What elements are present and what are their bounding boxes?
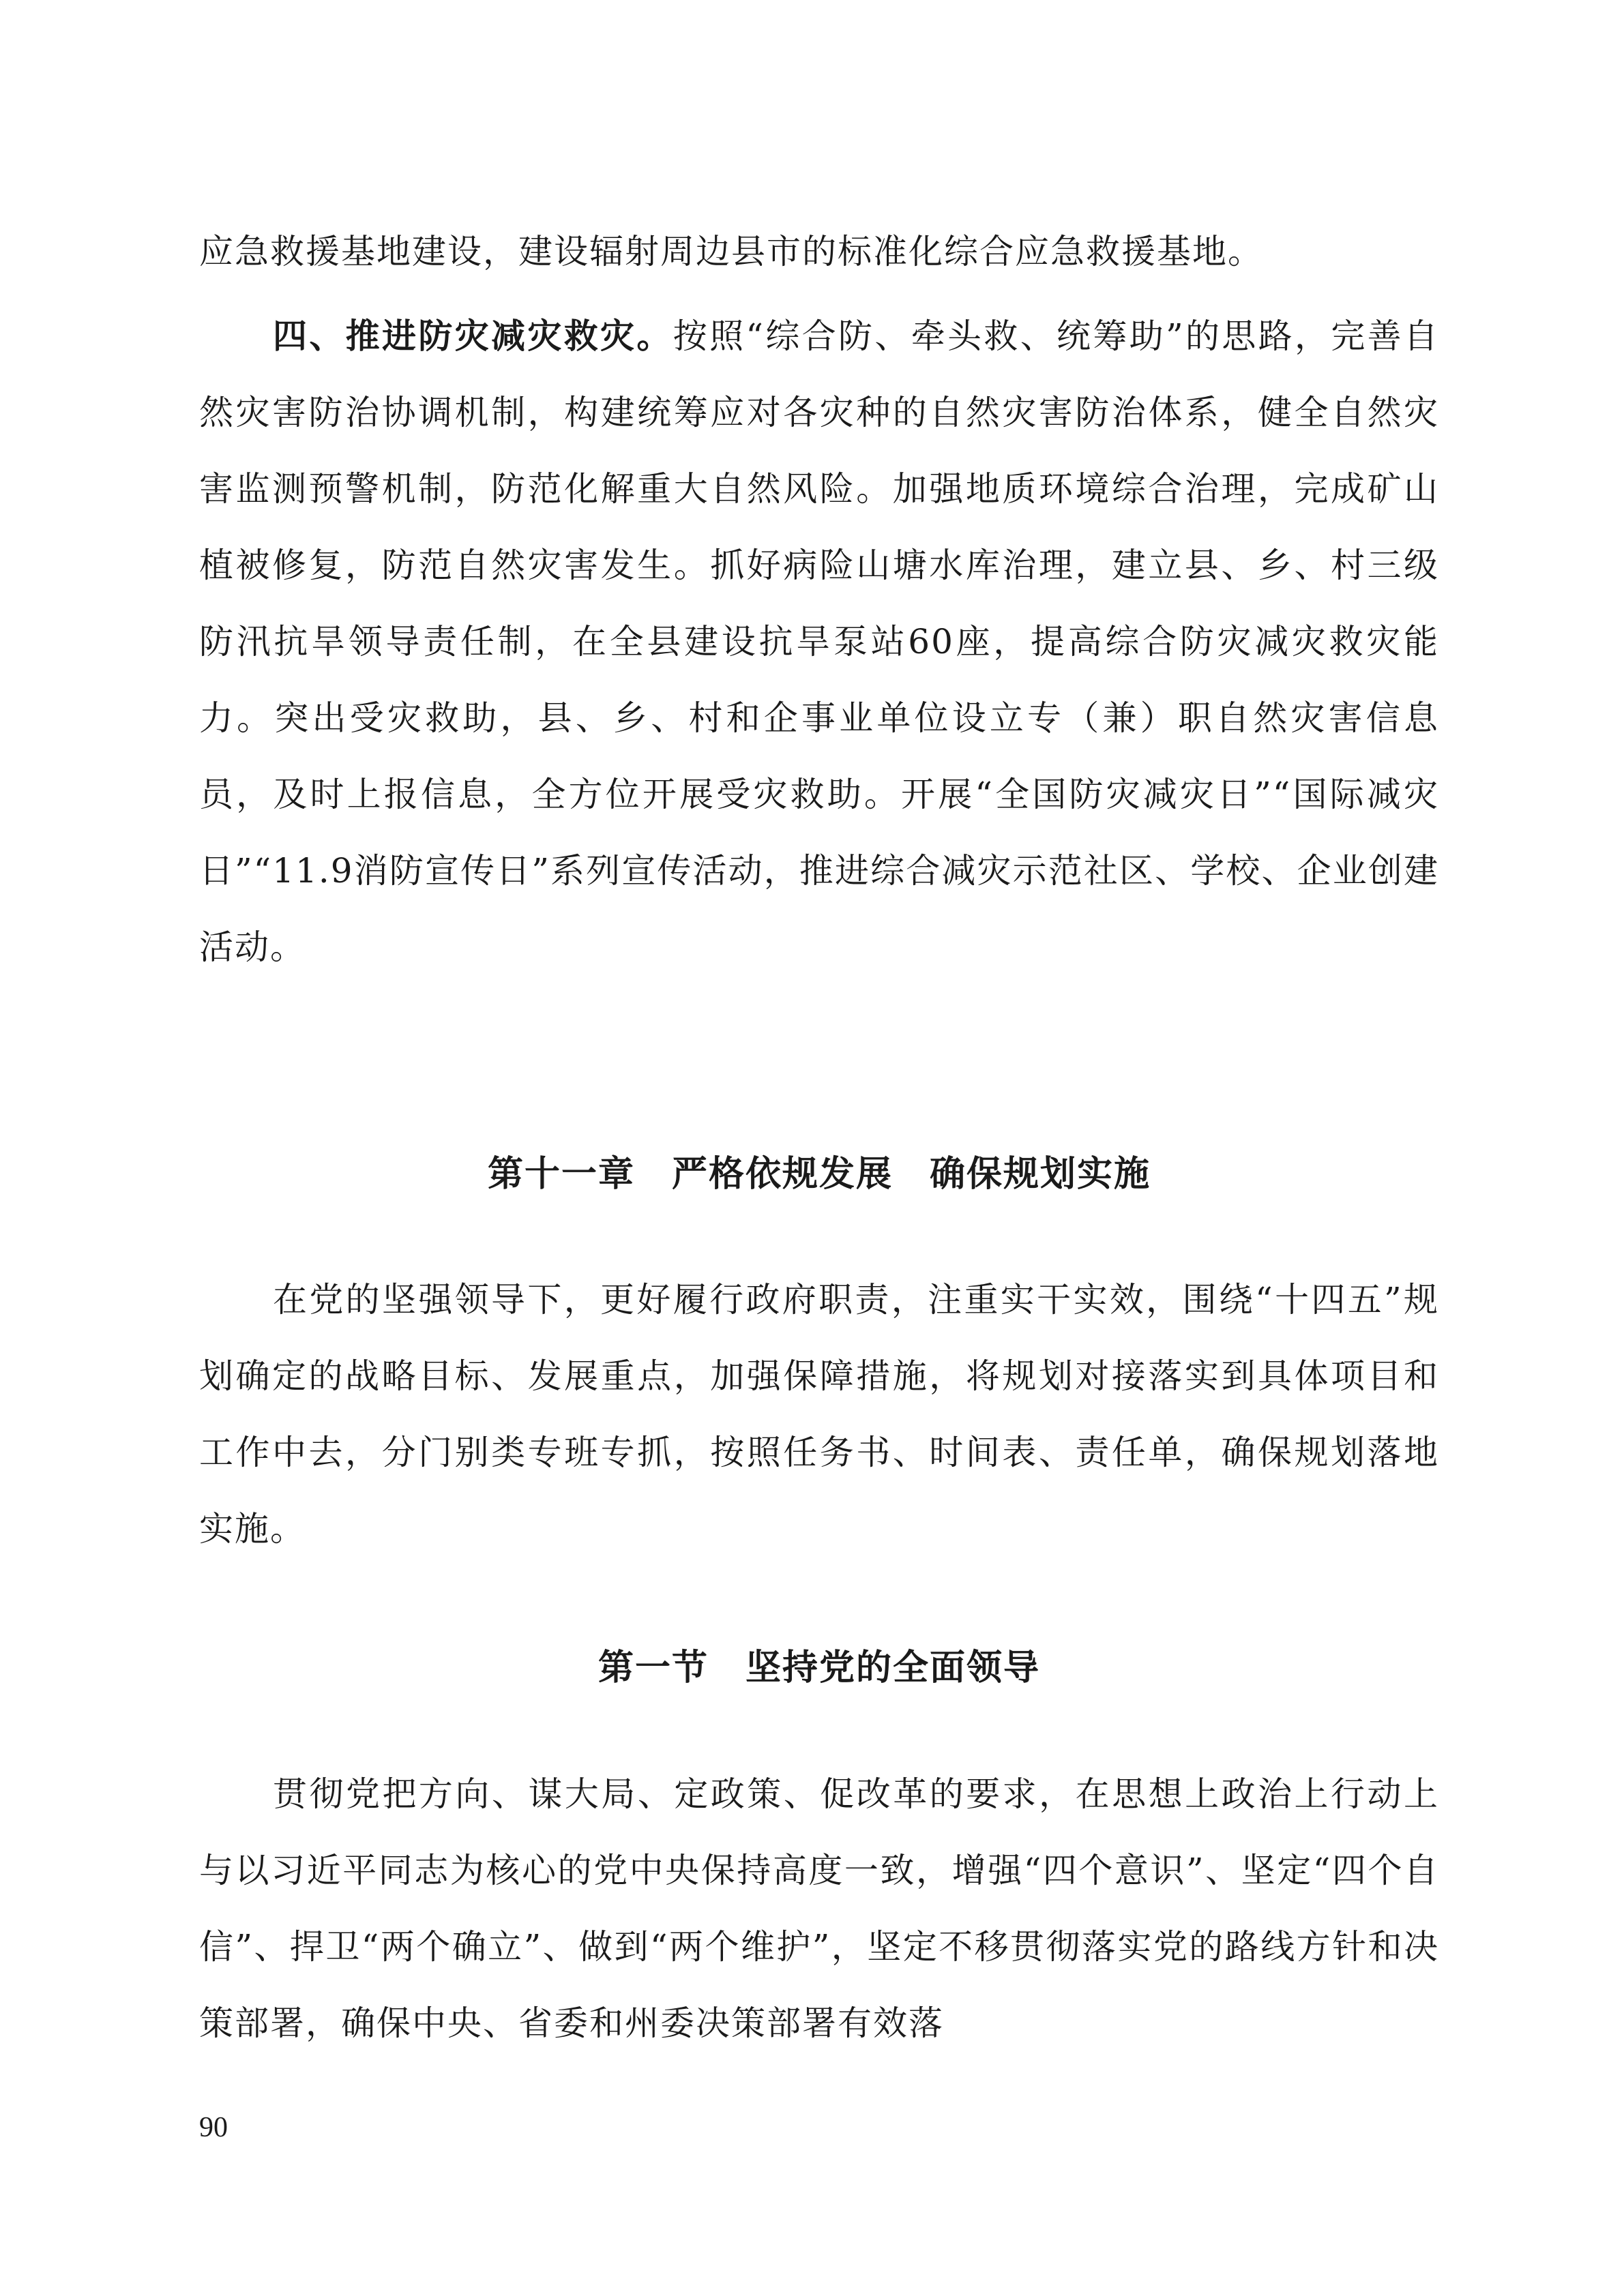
- chapter-intro-block: [199, 1262, 1439, 1567]
- disaster-paragraph: [199, 298, 1439, 985]
- disaster-lead-heading: 四、推进防灾减灾救灾。: [273, 316, 673, 356]
- section-paragraph: 贯彻党把方向、谋大局、定政策、促改革的要求，在思想上政治上行动上与以习近平同志为核心的党中央保持高度一致，增强“四个意识”、坚定“四个自信”、捍卫“两个确立”、做到“两个维护”，坚定不移贯彻落实党的路线方针和决策部署，确保中央、省委和州委决策部署有效落: [199, 1774, 1439, 2043]
- section-title: 第一节 坚持党的全面领导: [597, 1648, 1040, 1688]
- section-block: [199, 1756, 1439, 2061]
- disaster-body-text: 按照“综合防、牵头救、统筹助”的思路，完善自然灾害防治协调机制，构建统筹应对各灾种的自然灾害防治体系，健全自然灾害监测预警机制，防范化解重大自然风险。加强地质环境综合治理，完成矿山植被修复，防范自然灾害发生。抓好病险山塘水库治理，建立县、乡、村三级防汛抗旱领导责任制，在全县建设抗旱泵站60座，提高综合防灾减灾救灾能力。突出受灾救助，县、乡、村和企事业单位设立专（兼）职自然灾害信息员，及时上报信息，全方位开展受灾救助。开展“全国防灾减灾日”“国际减灾日”“11.9消防宣传日”系列宣传活动，推进综合减灾示范社区、学校、企业创建活动。: [199, 316, 1440, 967]
- chapter-intro-paragraph: 在党的坚强领导下，更好履行政府职责，注重实干实效，围绕“十四五”规划确定的战略目标、发展重点，加强保障措施，将规划对接落实到具体项目和工作中去，分门别类专班专抓，按照任务书、时间表、责任单，确保规划落地实施。: [199, 1280, 1439, 1549]
- disaster-section-block: [199, 298, 1439, 985]
- page-number: 90: [199, 2112, 228, 2143]
- chapter-title: 第十一章 严格依规发展 确保规划实施: [487, 1154, 1151, 1195]
- intro-paragraph: 应急救援基地建设，建设辐射周边县市的标准化综合应急救援基地。: [199, 232, 1263, 271]
- intro-block: [199, 213, 1439, 290]
